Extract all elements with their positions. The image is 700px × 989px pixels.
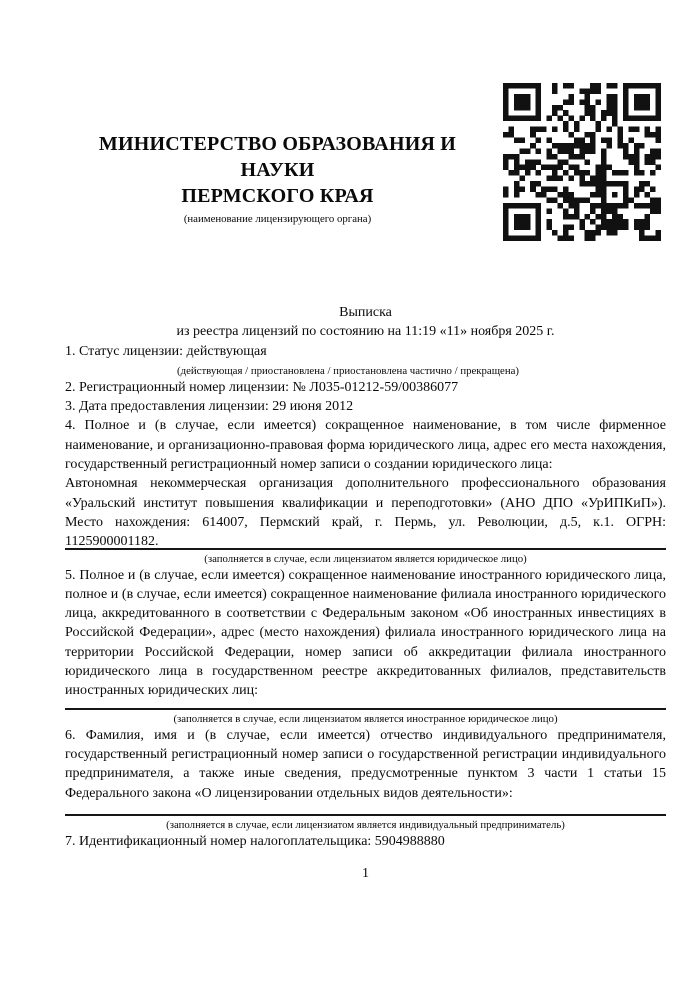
field-license-status-caption: (действующая / приостановлена / приостановлена частично / прекращена) (177, 364, 519, 377)
field-legal-entity-caption: (заполняется в случае, если лицензиатом является юридическое лицо) (204, 552, 527, 565)
qr-code-icon (503, 83, 661, 241)
document-body (65, 303, 666, 883)
page-number: 1 (362, 866, 369, 882)
field-foreign-entity-label: 5. Полное и (в случае, если имеется) сокращенное наименование иностранного юридического лица, полное и (в случае, если имеется) сокращенное наименование филиала иностранного юридического лица, аккредитованного в соответствии с Федеральным законом «Об иностранных инвестициях в Российской Федерации», адрес (место нахождения) филиала иностранного юридического лица на территории Российской Федерации, номер записи об аккредитации филиала иностранного юридического лица в государственном реестре аккредитованных филиалов, представительств иностранных юридических лиц: (65, 567, 666, 699)
ministry-name-line2: ПЕРМСКОГО КРАЯ (181, 185, 374, 207)
ministry-name-line1: МИНИСТЕРСТВО ОБРАЗОВАНИЯ И НАУКИ (98, 133, 457, 181)
ministry-name-caption: (наименование лицензирующего органа) (183, 213, 372, 225)
field-legal-entity-value: Автономная некоммерческая организация дополнительного профессионального образования «Уральский институт повышения квалификации и переподготовки» (АНО ДПО «УрИПКиП»). Место нахождения: 614007, Пермский край, г. Пермь, ул. Революции, д.5, к.1. ОГРН: 1125900001182. (65, 476, 666, 550)
ministry-header (65, 131, 490, 226)
field-license-status: 1. Статус лицензии: действующая (65, 343, 267, 359)
field-entrepreneur-label: 6. Фамилия, имя и (в случае, если имеется) отчество индивидуального предпринимателя, государственный регистрационный номер записи о государственной регистрации индивидуального предпринимателя, а также иные сведения, предусмотренные пунктом 3 части 1 статьи 15 Федерального закона «О лицензировании отдельных видов деятельности»: (65, 727, 666, 801)
field-license-grant-date: 3. Дата предоставления лицензии: 29 июня 2012 (65, 399, 354, 415)
field-foreign-entity-caption: (заполняется в случае, если лицензиатом является иностранное юридическое лицо) (173, 712, 558, 725)
document-subtitle: из реестра лицензий по состоянию на 11:19 «11» ноября 2025 г. (176, 324, 555, 340)
field-registration-number: 2. Регистрационный номер лицензии: № Л035-01212-59/00386077 (65, 379, 459, 395)
fill-line-entrepreneur (65, 814, 666, 816)
field-entrepreneur-caption: (заполняется в случае, если лицензиатом является индивидуальный предприниматель) (166, 818, 565, 831)
field-legal-entity-label: 4. Полное и (в случае, если имеется) сокращенное наименование, в том числе фирменное наименование, и организационно-правовая форма юридического лица, адрес его места нахождения, государственный регистрационный номер записи о создании юридического лица: (65, 418, 666, 473)
field-taxpayer-number: 7. Идентификационный номер налогоплательщика: 5904988880 (65, 833, 445, 849)
document-title: Выписка (339, 305, 392, 320)
fill-line-foreign-entity (65, 708, 666, 710)
document-title-block (65, 303, 666, 342)
